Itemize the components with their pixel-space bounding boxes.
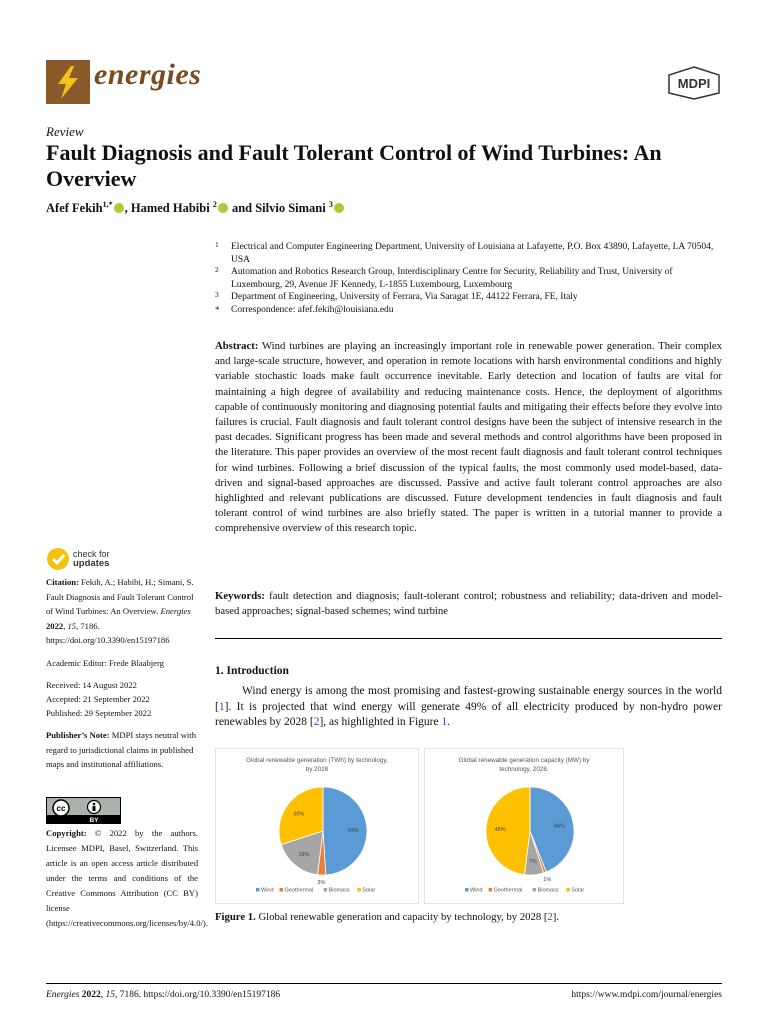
updates-line2: updates: [73, 558, 110, 569]
affiliation-item: [215, 304, 725, 317]
cc-text: cc: [56, 804, 66, 813]
legend-swatch: [357, 888, 361, 892]
pie-data-label: 49%: [347, 828, 359, 835]
author-sup: 2: [212, 200, 217, 209]
footer-sep: ,: [100, 990, 106, 1000]
citation-text: Fekih, A.; Habibi, H.; Simani, S. Fault Diagnosis and Fault Tolerant Control of Wind Turbines: An Overview.: [46, 577, 194, 616]
citation-link[interactable]: 2: [313, 716, 320, 728]
legend-label: Solar: [571, 887, 585, 894]
intro-text: Wind energy is among the most promising and fastest-growing sustainable energy sources in the world [: [215, 685, 722, 713]
copyright-text: © 2022 by the authors. Licensee MDPI, Basel, Switzerland. This article is an open access article distributed under the terms and conditions of the Creative Commons Attribution (CC BY) license (https://creativecommons.org/licenses/by/4.0/).: [46, 828, 208, 928]
affiliation-mark: *: [215, 304, 220, 315]
intro-text: .: [447, 716, 451, 728]
legend-label: Geothermal: [284, 887, 314, 894]
caption-text: Global renewable generation and capacity by technology, by 2028 [: [255, 911, 548, 923]
orcid-icon[interactable]: [218, 203, 228, 213]
abstract-label: Abstract:: [215, 340, 259, 352]
pie-data-label: 1%: [543, 876, 552, 883]
affiliation-text: Electrical and Computer Engineering Department, University of Louisiana at Lafayette, P.O. Box 43890, Lafayette, LA 70504, USA: [231, 242, 714, 265]
chart-panel-capacity: [424, 748, 624, 904]
affiliation-item: [215, 241, 725, 266]
accepted-date: Accepted: 21 September 2022: [46, 694, 150, 704]
footer-journal: Energies: [46, 990, 80, 1000]
copyright-notice: [46, 826, 208, 931]
chart-title: Global renewable generation (TWh) by technology,: [246, 757, 388, 764]
received-date: Received: 14 August 2022: [46, 680, 137, 690]
publisher-name: MDPI: [677, 76, 711, 91]
footer-rule: [46, 983, 722, 984]
caption-text: ].: [552, 911, 559, 923]
footer-journal-url[interactable]: https://www.mdpi.com/journal/energies: [571, 990, 722, 1000]
article-type: Review: [46, 124, 84, 139]
citation-label: Citation:: [46, 577, 79, 587]
updates-line1: check for: [73, 549, 110, 559]
correspondence: Correspondence: afef.fekih@louisiana.edu: [231, 304, 394, 315]
intro-paragraph: [215, 684, 722, 731]
author-name[interactable]: Silvio Simani: [255, 201, 326, 216]
citation-volume: 15: [67, 620, 77, 631]
citation-block: [46, 575, 198, 648]
affiliation-item: [215, 266, 725, 291]
affiliation-item: [215, 291, 725, 304]
section-divider: [215, 638, 722, 639]
check-updates-icon: [46, 547, 70, 571]
figure-link[interactable]: 1: [441, 716, 448, 728]
citation-sep: ,: [63, 620, 68, 631]
affiliation-text: Automation and Robotics Research Group, Interdisciplinary Centre for Security, Reliability and Trust, University of Luxembourg, 29, Avenue JF Kennedy, L-1855 Luxembourg, Luxembourg: [231, 267, 673, 290]
sidebar: [46, 575, 198, 780]
keywords-text: fault detection and diagnosis; fault-tolerant control; robustness and reliability; data-driven and model-based approaches; signal-based schemes; wind turbine: [215, 590, 723, 618]
legend-label: Wind: [261, 887, 274, 894]
legend-label: Solar: [362, 887, 376, 894]
legend-swatch: [566, 888, 570, 892]
affiliation-mark: 3: [215, 290, 219, 299]
note-text: MDPI stays neutral with regard to jurisdictional claims in published maps and institutional affiliations.: [46, 730, 196, 769]
published-date: Published: 29 September 2022: [46, 708, 152, 718]
pie-slice-solar: [486, 787, 530, 875]
keywords-label: Keywords:: [215, 590, 265, 602]
pie-chart-generation: [216, 749, 418, 903]
chart-title: Global renewable generation capacity (MW) by: [458, 757, 590, 764]
journal-logo: [46, 60, 90, 104]
legend-swatch: [489, 888, 493, 892]
citation-journal: Energies: [160, 606, 191, 616]
section-heading: 1. Introduction: [215, 665, 289, 677]
citation-link[interactable]: 1: [218, 700, 225, 713]
legend-swatch: [256, 888, 260, 892]
footer-doi[interactable]: , 7186. https://doi.org/10.3390/en15197186: [115, 990, 281, 1000]
legend-label: Biomass: [537, 887, 559, 894]
citation-doi[interactable]: , 7186. https://doi.org/10.3390/en15197186: [46, 620, 170, 645]
caption-label: Figure 1.: [215, 911, 256, 923]
author-list: [46, 200, 345, 216]
pie-data-label: 18%: [298, 852, 310, 859]
citation-year: 2022: [46, 620, 64, 631]
article-title: Fault Diagnosis and Fault Tolerant Control of Wind Turbines: An Overview: [46, 140, 662, 191]
journal-name[interactable]: energies: [94, 58, 202, 91]
author-name[interactable]: Afef Fekih: [46, 201, 103, 216]
legend-swatch: [280, 888, 284, 892]
orcid-icon[interactable]: [114, 203, 124, 213]
intro-text: ]. It is projected that wind energy will generate 49% of all electricity produced by non-hydro power renewables by 2028 [: [215, 700, 722, 728]
figure-caption: [215, 911, 559, 923]
author-sup: 3: [328, 200, 333, 209]
lightning-icon: [46, 60, 90, 104]
orcid-icon[interactable]: [334, 203, 344, 213]
pie-data-label: 7%: [528, 858, 537, 865]
author-separator: ,: [124, 201, 131, 216]
by-text: BY: [89, 817, 99, 823]
legend-swatch: [533, 888, 537, 892]
legend-swatch: [465, 888, 469, 892]
affiliations: [215, 241, 725, 316]
legend-label: Biomass: [328, 887, 350, 894]
author-sup: 1,*: [102, 200, 113, 209]
author-name[interactable]: Hamed Habibi: [130, 201, 210, 216]
keywords: [215, 589, 722, 619]
check-for-updates-badge[interactable]: [46, 547, 110, 571]
legend-label: Wind: [470, 887, 483, 894]
author-separator: and: [228, 201, 256, 216]
legend-label: Geothermal: [493, 887, 523, 894]
dates-block: [46, 678, 198, 720]
pie-slice-wind: [323, 787, 367, 875]
abstract: [215, 339, 722, 537]
chart-panel-generation: [215, 748, 419, 904]
pie-data-label: 44%: [553, 823, 565, 830]
footer-year: 2022: [79, 990, 101, 1000]
legend-swatch: [324, 888, 328, 892]
affiliation-mark: 1: [215, 240, 219, 249]
pie-chart-capacity: [425, 749, 623, 903]
chart-title: by 2028: [305, 766, 329, 773]
pie-data-label: 3%: [317, 879, 326, 886]
affiliation-mark: 2: [215, 265, 219, 274]
publisher-logo[interactable]: [667, 66, 721, 104]
academic-editor: Academic Editor: Frede Blaabjerg: [46, 657, 164, 668]
affiliation-text: Department of Engineering, University of Ferrara, Via Saragat 1E, 44122 Ferrara, FE, Italy: [231, 292, 578, 302]
chart-title: technology, 2028.: [499, 766, 549, 773]
cc-by-license-badge[interactable]: [46, 797, 121, 824]
intro-text: ], as highlighted in Figure: [319, 716, 442, 728]
footer-citation: [46, 990, 280, 1000]
note-label: Publisher’s Note:: [46, 730, 110, 740]
footer-volume: 15: [105, 990, 116, 1000]
citation-link[interactable]: 2: [547, 911, 553, 923]
copyright-label: Copyright:: [46, 828, 87, 838]
pie-data-label: 30%: [293, 811, 305, 818]
publisher-note: [46, 728, 198, 772]
abstract-text: Wind turbines are playing an increasingly important role in renewable power generation. Their complex and large-scale structure, however, and operation in remote locations with harsh environmental conditions and highly variable stochastic loads make fault occurrence inevitable. Early detection and location of faults are vital for maintaining a high degree of availability and reducing maintenance costs. Hence, the deployment of algorithms capable of continuously monitoring and diagnosing potential faults and mitigating their effects before they evolve into failures is crucial. Fault diagnosis and fault tolerant control designs have been the subject of intensive research in the past decades. Significant progress has been made and several methods and control algorithms have been proposed in the literature. This paper provides an overview of the most recent fault diagnosis and fault tolerant control techniques for wind turbines. Following a brief discussion of the typical faults, the most commonly used model-based, data-driven and signal-based approaches are discussed. Passive and active fault tolerant control approaches are also highlighted and relevant publications are discussed. Future development tendencies in fault diagnosis and fault tolerant control of wind turbines are also briefly stated. The paper is written in a tutorial manner to provide a comprehensive overview of this research topic.: [215, 340, 722, 535]
pie-data-label: 48%: [494, 827, 506, 834]
